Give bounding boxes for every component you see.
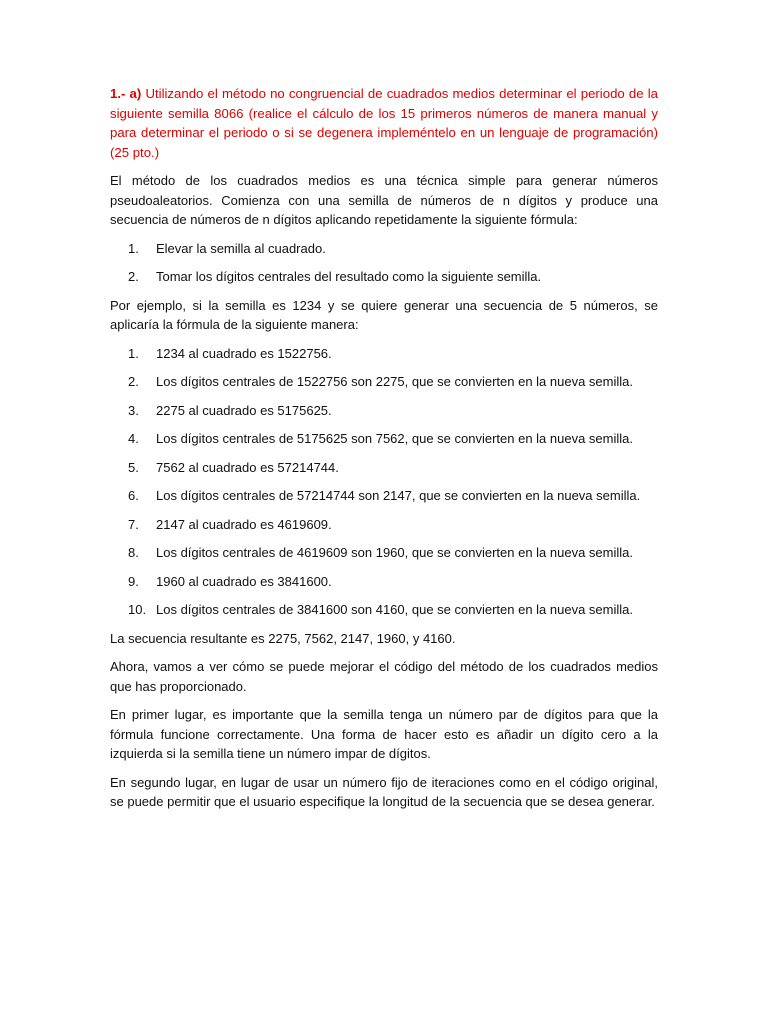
- first-point-paragraph: En primer lugar, es importante que la semilla tenga un número par de dígitos para que la fórmula funcione correctamente. Una forma de hacer esto es añadir un dígito cero a la izquierda si la semilla tiene un número impar de dígitos.: [110, 707, 658, 761]
- list-number: 8.: [128, 545, 139, 560]
- list-number: 2.: [128, 374, 139, 389]
- list-item: [110, 239, 658, 259]
- question-heading: [110, 84, 658, 162]
- list-text: 1960 al cuadrado es 3841600.: [156, 573, 332, 589]
- list-text: Tomar los dígitos centrales del resultado como la siguiente semilla.: [156, 269, 542, 284]
- list-number: 3.: [128, 402, 139, 418]
- result-paragraph: La secuencia resultante es 2275, 7562, 2147, 1960, y 4160.: [110, 630, 456, 646]
- list-item: [110, 429, 658, 449]
- document-page: [110, 84, 658, 821]
- list-number: 4.: [128, 431, 139, 446]
- list-item: [110, 515, 658, 535]
- intro-paragraph: El método de los cuadrados medios es una técnica simple para generar números pseudoaleatorios. Comienza con una semilla de números de n dígitos y produce una secuencia de números de n dígitos aplicando repetidamente la siguiente fórmula:: [110, 173, 658, 227]
- list-number: 1.: [128, 345, 139, 361]
- list-item: [110, 458, 658, 478]
- list-item: [110, 401, 658, 421]
- second-point-paragraph: En segundo lugar, en lugar de usar un número fijo de iteraciones como en el código original, se puede permitir que el usuario especifique la longitud de la secuencia que se desea generar.: [110, 774, 658, 809]
- list-item: [110, 572, 658, 592]
- list-number: 1.: [128, 240, 139, 256]
- improve-paragraph: Ahora, vamos a ver cómo se puede mejorar el código del método de los cuadrados medios que has proporcionado.: [110, 659, 658, 694]
- list-number: 10.: [128, 602, 147, 617]
- list-text: Los dígitos centrales de 1522756 son 2275, que se convierten en la nueva semilla.: [156, 374, 633, 389]
- list-text: Elevar la semilla al cuadrado.: [156, 240, 326, 256]
- list-number: 6.: [128, 488, 139, 503]
- list-item: [110, 600, 658, 620]
- list-text: Los dígitos centrales de 57214744 son 2147, que se convierten en la nueva semilla.: [156, 488, 641, 503]
- list-item: [110, 267, 658, 287]
- list-text: 1234 al cuadrado es 1522756.: [156, 345, 332, 361]
- list-item: [110, 543, 658, 563]
- list-text: Los dígitos centrales de 4619609 son 1960, que se convierten en la nueva semilla.: [156, 545, 633, 560]
- list-number: 9.: [128, 573, 139, 589]
- list-text: Los dígitos centrales de 5175625 son 7562, que se convierten en la nueva semilla.: [156, 431, 633, 446]
- list-item: [110, 372, 658, 392]
- list-text: 2147 al cuadrado es 4619609.: [156, 516, 332, 532]
- list-text: Los dígitos centrales de 3841600 son 4160, que se convierten en la nueva semilla.: [156, 602, 633, 617]
- example-steps-list: [110, 344, 658, 620]
- formula-steps-list: [110, 239, 658, 287]
- list-item: [110, 344, 658, 364]
- list-item: [110, 486, 658, 506]
- list-number: 5.: [128, 459, 139, 475]
- list-number: 7.: [128, 516, 139, 532]
- question-number: 1.- a): [110, 86, 142, 101]
- list-number: 2.: [128, 269, 139, 284]
- question-text: Utilizando el método no congruencial de cuadrados medios determinar el periodo de la siguiente semilla 8066 (realice el cálculo de los 15 primeros números de manera manual y para determinar el periodo o si se degenera impleméntelo en un lenguaje de programación) (25 pto.): [110, 86, 658, 160]
- example-intro-paragraph: Por ejemplo, si la semilla es 1234 y se quiere generar una secuencia de 5 números, se aplicaría la fórmula de la siguiente manera:: [110, 297, 658, 332]
- list-text: 7562 al cuadrado es 57214744.: [156, 459, 339, 475]
- list-text: 2275 al cuadrado es 5175625.: [156, 402, 332, 418]
